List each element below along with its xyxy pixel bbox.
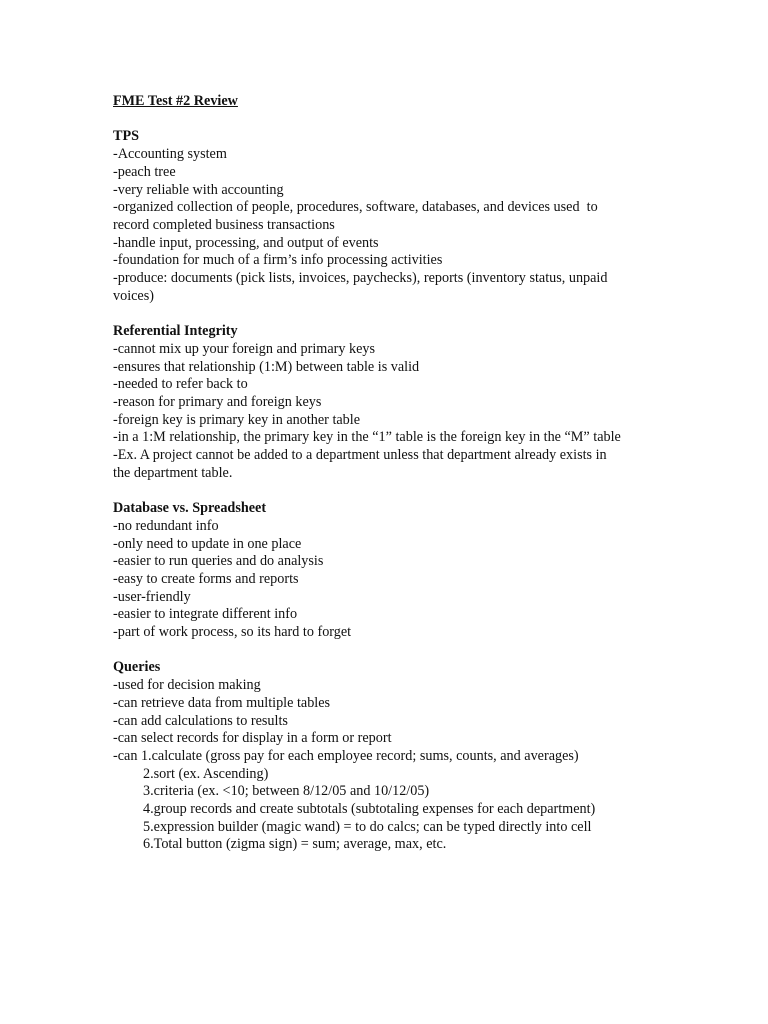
bullet-line: -peach tree xyxy=(113,163,176,180)
bullet-line: -no redundant info xyxy=(113,517,219,534)
bullet-line: -Ex. A project cannot be added to a department unless that department already exists in xyxy=(113,447,607,464)
section-heading: Database vs. Spreadsheet xyxy=(113,500,267,517)
numbered-line: 4.group records and create subtotals (subtotaling expenses for each department) xyxy=(143,801,596,818)
bullet-line: -can select records for display in a form or report xyxy=(113,730,392,747)
section-heading: Referential Integrity xyxy=(113,323,238,340)
numbered-line: 6.Total button (zigma sign) = sum; average, max, etc. xyxy=(143,836,447,853)
bullet-line: -reason for primary and foreign keys xyxy=(113,393,322,410)
bullet-line: -can 1.calculate (gross pay for each employee record; sums, counts, and averages) xyxy=(113,747,579,764)
section-heading: TPS xyxy=(113,128,140,145)
bullet-line: -can retrieve data from multiple tables xyxy=(113,694,331,711)
spacer xyxy=(113,482,753,500)
section-referential-integrity xyxy=(113,323,753,482)
bullet-line: -produce: documents (pick lists, invoices, paychecks), reports (inventory status, unpaid xyxy=(113,270,608,287)
bullet-line: -very reliable with accounting xyxy=(113,181,284,198)
section-tps xyxy=(113,128,753,305)
section-heading: Queries xyxy=(113,659,161,676)
spacer xyxy=(113,305,753,323)
section-queries xyxy=(113,659,753,854)
bullet-line: -needed to refer back to xyxy=(113,376,248,393)
bullet-line: -handle input, processing, and output of events xyxy=(113,234,379,251)
numbered-line: 2.sort (ex. Ascending) xyxy=(143,765,269,782)
numbered-line: 5.expression builder (magic wand) = to do calcs; can be typed directly into cell xyxy=(143,818,592,835)
bullet-line: -easy to create forms and reports xyxy=(113,570,299,587)
bullet-line: -easier to integrate different info xyxy=(113,606,298,623)
spacer xyxy=(113,642,753,660)
bullet-line: -foundation for much of a firm’s info processing activities xyxy=(113,252,443,269)
bullet-line: voices) xyxy=(113,287,154,304)
document-title: FME Test #2 Review xyxy=(113,93,238,109)
spacer xyxy=(113,111,753,129)
bullet-line: -ensures that relationship (1:M) between table is valid xyxy=(113,358,420,375)
bullet-line: -easier to run queries and do analysis xyxy=(113,553,324,570)
bullet-line: -foreign key is primary key in another table xyxy=(113,411,361,428)
bullet-line: -used for decision making xyxy=(113,677,261,694)
bullet-line: -can add calculations to results xyxy=(113,712,288,729)
document-page xyxy=(113,93,753,854)
bullet-line: -part of work process, so its hard to forget xyxy=(113,624,352,641)
bullet-line: -organized collection of people, procedures, software, databases, and devices used to xyxy=(113,199,598,216)
numbered-line: 3.criteria (ex. <10; between 8/12/05 and 10/12/05) xyxy=(143,783,430,800)
bullet-line: -only need to update in one place xyxy=(113,535,302,552)
bullet-line: -Accounting system xyxy=(113,146,227,163)
bullet-line: -user-friendly xyxy=(113,588,191,605)
bullet-line: the department table. xyxy=(113,464,233,481)
bullet-line: -cannot mix up your foreign and primary keys xyxy=(113,340,376,357)
section-database-vs-spreadsheet xyxy=(113,500,753,642)
bullet-line: record completed business transactions xyxy=(113,216,335,233)
bullet-line: -in a 1:M relationship, the primary key in the “1” table is the foreign key in the “M” table xyxy=(113,429,621,446)
